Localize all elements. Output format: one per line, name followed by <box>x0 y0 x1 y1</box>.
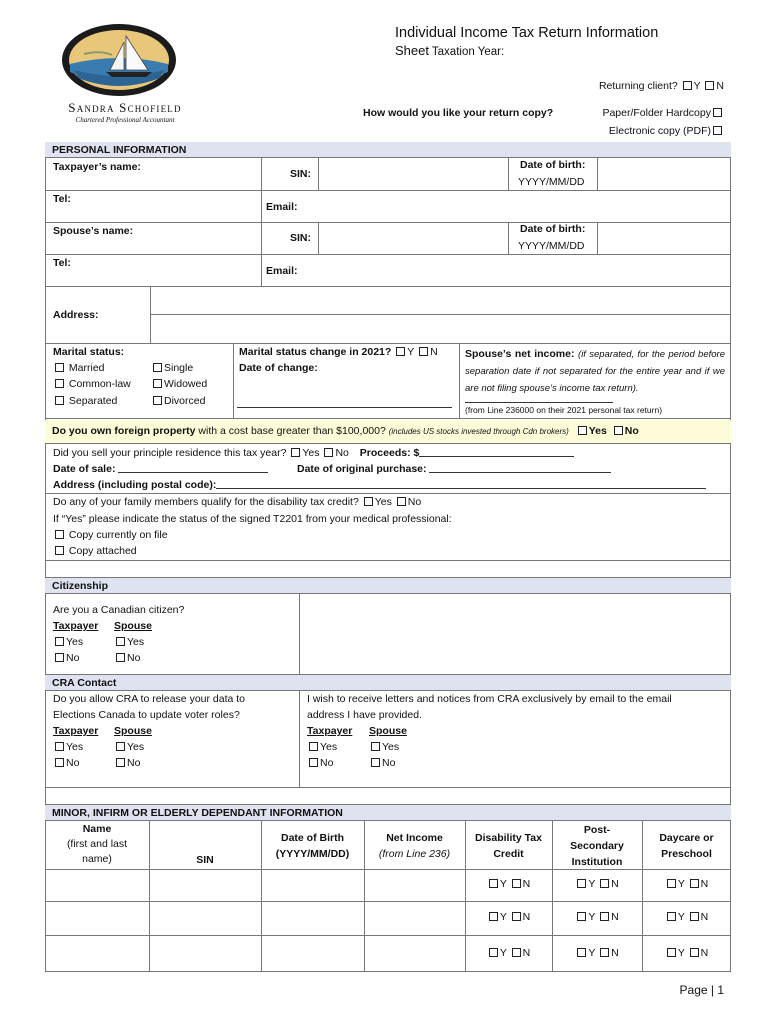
no-label: No <box>66 652 80 664</box>
copy-attached-option[interactable] <box>53 545 137 557</box>
taxpayer-tel-label: Tel: <box>53 193 71 205</box>
col-daycare-title: Daycare or <box>659 832 714 844</box>
n-label: N <box>611 878 619 890</box>
email-spouse-no[interactable] <box>369 757 395 769</box>
citizenship-taxpayer-heading: Taxpayer <box>53 620 99 632</box>
yes-label: Y <box>693 80 701 92</box>
single-option[interactable] <box>151 362 193 374</box>
address-line-1-field[interactable] <box>153 288 728 312</box>
voter-spouse-no-checkbox[interactable] <box>116 758 125 767</box>
date-of-sale-field[interactable] <box>118 463 268 473</box>
page-title-sheet: Sheet <box>395 43 429 58</box>
citizen-spouse-yes-checkbox[interactable] <box>116 637 125 646</box>
n-label: N <box>522 911 531 923</box>
foreign-no-checkbox[interactable] <box>614 426 623 435</box>
foreign-yes-checkbox[interactable] <box>578 426 587 435</box>
date-of-sale-row <box>53 463 268 475</box>
citizenship-question: Are you a Canadian citizen? <box>53 604 185 616</box>
dep1-daycare-n-checkbox[interactable] <box>690 879 699 888</box>
dep2-daycare-y-checkbox[interactable] <box>667 912 676 921</box>
cra-voter-spouse-heading: Spouse <box>114 725 152 737</box>
foreign-property-label: Do you own foreign property <box>52 425 196 437</box>
cra-email-spouse-heading: Spouse <box>369 725 407 737</box>
col-name-header <box>45 822 149 867</box>
proceeds-field[interactable] <box>419 447 574 457</box>
table-row <box>465 947 552 959</box>
date-of-change-label: Date of change: <box>239 362 318 374</box>
copy-on-file-label: Copy currently on file <box>68 529 168 541</box>
disability-question: Do any of your family members qualify for the disability tax credit? <box>53 496 359 508</box>
dep1-post-y-checkbox[interactable] <box>577 879 586 888</box>
dep1-dtc-n-checkbox[interactable] <box>512 879 521 888</box>
sell-residence-row <box>53 447 574 459</box>
dep3-dtc-y-checkbox[interactable] <box>489 948 498 957</box>
no-label: No <box>127 652 141 664</box>
no-label: No <box>382 757 396 769</box>
foreign-no-label: No <box>624 425 639 437</box>
disability-row <box>53 496 421 508</box>
col-dtc-sub: Credit <box>493 848 524 860</box>
voter-spouse-yes-checkbox[interactable] <box>116 742 125 751</box>
col-daycare-sub: Preschool <box>661 848 712 860</box>
email-taxpayer-yes[interactable] <box>307 741 337 753</box>
table-row <box>642 911 731 923</box>
col-income-header <box>364 830 465 862</box>
electronic-copy-checkbox[interactable] <box>713 126 722 135</box>
yes-label: Yes <box>320 741 338 753</box>
citizen-taxpayer-yes-checkbox[interactable] <box>55 637 64 646</box>
email-spouse-no-checkbox[interactable] <box>371 758 380 767</box>
voter-taxpayer-no-checkbox[interactable] <box>55 758 64 767</box>
sell-no-checkbox[interactable] <box>324 448 333 457</box>
line-236-note: (from Line 236000 on their 2021 personal tax return) <box>465 405 663 415</box>
spouse-email-field[interactable] <box>305 257 725 283</box>
dep1-post-n-checkbox[interactable] <box>600 879 609 888</box>
email-spouse-yes-checkbox[interactable] <box>371 742 380 751</box>
dep2-daycare-n-checkbox[interactable] <box>690 912 699 921</box>
y-label: Y <box>677 911 685 923</box>
personal-section-header: PERSONAL INFORMATION <box>45 142 731 158</box>
col-daycare-header <box>642 830 731 862</box>
dep1-dtc-y-checkbox[interactable] <box>489 879 498 888</box>
no-label: N <box>716 80 724 92</box>
spouse-sin-label: SIN: <box>290 232 311 244</box>
no-label: No <box>127 757 141 769</box>
date-of-sale-label: Date of sale: <box>53 463 116 475</box>
col-dob-title: Date of Birth <box>281 832 344 844</box>
sell-yes-checkbox[interactable] <box>291 448 300 457</box>
foreign-property-row <box>45 420 731 444</box>
citizen-spouse-yes[interactable] <box>114 636 144 648</box>
n-label: N <box>522 878 531 890</box>
n-label: N <box>611 947 619 959</box>
copy-attached-label: Copy attached <box>68 545 137 557</box>
citizen-taxpayer-no-checkbox[interactable] <box>55 653 64 662</box>
table-row <box>642 878 731 890</box>
taxpayer-dob-format: YYYY/MM/DD <box>518 176 585 188</box>
marital-change-yes-checkbox[interactable] <box>396 347 405 356</box>
col-dob-sub: (YYYY/MM/DD) <box>275 848 350 860</box>
page-title: Individual Income Tax Return Information <box>395 25 659 41</box>
no-label: No <box>335 447 349 459</box>
taxpayer-sin-label: SIN: <box>290 168 311 180</box>
dependants-section-header: MINOR, INFIRM OR ELDERLY DEPENDANT INFORMATION <box>45 804 731 821</box>
spouse-tel-label: Tel: <box>53 257 71 269</box>
col-name-title: Name <box>82 823 112 835</box>
widowed-checkbox[interactable] <box>153 379 162 388</box>
col-income-title: Net Income <box>386 832 443 844</box>
citizen-taxpayer-no[interactable] <box>53 652 79 664</box>
dep3-daycare-y-checkbox[interactable] <box>667 948 676 957</box>
cra-email-q2: address I have provided. <box>307 709 422 721</box>
n-label: N <box>522 947 531 959</box>
married-option[interactable] <box>53 362 105 374</box>
n-label: N <box>611 911 619 923</box>
spouse-dob-label: Date of birth: <box>520 223 586 235</box>
paper-copy-row <box>602 107 724 119</box>
citizenship-section-header: Citizenship <box>45 577 731 594</box>
marital-change-no-checkbox[interactable] <box>419 347 428 356</box>
divorced-option[interactable] <box>151 395 205 407</box>
col-dob-header <box>261 830 364 862</box>
dep3-post-n-checkbox[interactable] <box>600 948 609 957</box>
yes-label: Yes <box>66 636 84 648</box>
cra-voter-q1: Do you allow CRA to release your data to <box>53 693 246 705</box>
return-copy-question: How would you like your return copy? <box>363 107 554 119</box>
cra-email-taxpayer-heading: Taxpayer <box>307 725 353 737</box>
y-label: Y <box>499 947 507 959</box>
col-income-sub: (from Line 236) <box>378 848 451 860</box>
table-row <box>552 878 642 890</box>
widowed-option[interactable] <box>151 378 207 390</box>
divorced-label: Divorced <box>164 395 206 407</box>
col-post-title-2: Secondary <box>570 840 624 852</box>
common-law-checkbox[interactable] <box>55 379 64 388</box>
n-label: N <box>700 947 709 959</box>
email-taxpayer-no[interactable] <box>307 757 333 769</box>
dep1-daycare-y-checkbox[interactable] <box>667 879 676 888</box>
date-original-label: Date of original purchase: <box>297 463 427 475</box>
paper-copy-checkbox[interactable] <box>713 108 722 117</box>
separated-option[interactable] <box>53 395 117 407</box>
date-original-field[interactable] <box>429 463 611 473</box>
no-label: No <box>66 757 80 769</box>
yes-label: Yes <box>127 636 145 648</box>
y-label: Y <box>499 911 507 923</box>
logo-subtitle: Chartered Professional Accountant <box>75 116 175 124</box>
taxpayer-sin-field[interactable] <box>320 160 505 188</box>
taxpayer-email-label: Email: <box>266 201 298 213</box>
returning-no-checkbox[interactable] <box>705 81 714 90</box>
separated-checkbox[interactable] <box>55 396 64 405</box>
dep2-dtc-y-checkbox[interactable] <box>489 912 498 921</box>
spouse-net-income-block <box>465 346 725 397</box>
electronic-copy-row <box>609 125 724 137</box>
single-checkbox[interactable] <box>153 363 162 372</box>
col-dtc-title: Disability Tax <box>475 832 542 844</box>
table-row <box>552 911 642 923</box>
marital-change-label: Marital status change in 2021? <box>239 346 392 358</box>
dep2-post-y-checkbox[interactable] <box>577 912 586 921</box>
y-label: Y <box>588 947 596 959</box>
disability-no-checkbox[interactable] <box>397 497 406 506</box>
electronic-copy-label: Electronic copy (PDF) <box>608 125 711 137</box>
logo-name: Sandra Schofield <box>68 100 182 115</box>
proceeds-label: Proceeds: $ <box>359 447 420 459</box>
cra-email-q1: I wish to receive letters and notices from CRA exclusively by email to the email <box>307 693 672 705</box>
dep2-post-n-checkbox[interactable] <box>600 912 609 921</box>
table-row <box>465 911 552 923</box>
taxpayer-name-field[interactable] <box>62 174 252 188</box>
dep3-daycare-n-checkbox[interactable] <box>690 948 699 957</box>
n-label: N <box>700 878 709 890</box>
email-taxpayer-yes-checkbox[interactable] <box>309 742 318 751</box>
foreign-property-rest: with a cost base greater than $100,000? <box>198 425 386 437</box>
common-law-option[interactable] <box>53 378 131 390</box>
col-post-title-1: Post- <box>583 824 611 836</box>
no-label: N <box>430 346 438 358</box>
col-name-sub2: name) <box>82 853 112 865</box>
citizen-taxpayer-yes[interactable] <box>53 636 83 648</box>
taxpayer-email-field[interactable] <box>305 193 725 219</box>
spouse-tel-field[interactable] <box>72 257 257 283</box>
col-sin-header: SIN <box>196 854 214 866</box>
y-label: Y <box>588 878 596 890</box>
yes-label: Yes <box>302 447 320 459</box>
n-label: N <box>700 911 709 923</box>
widowed-label: Widowed <box>164 378 208 390</box>
page-number: Page | 1 <box>679 983 724 997</box>
y-label: Y <box>499 878 507 890</box>
table-row <box>465 878 552 890</box>
returning-client-label: Returning client? <box>598 80 678 92</box>
sell-residence-label: Did you sell your principle residence this tax year? <box>53 447 287 459</box>
email-spouse-yes[interactable] <box>369 741 399 753</box>
table-row <box>552 947 642 959</box>
t2201-question: If “Yes” please indicate the status of the signed T2201 from your medical professional: <box>53 513 452 525</box>
taxpayer-name-label: Taxpayer’s name: <box>53 161 141 173</box>
col-post-title-3: Institution <box>571 856 623 868</box>
address-postal-field[interactable] <box>216 479 706 489</box>
taxpayer-tel-field[interactable] <box>72 193 257 219</box>
yes-label: Yes <box>374 496 392 508</box>
single-label: Single <box>164 362 194 374</box>
foreign-yes-label: Yes <box>588 425 607 437</box>
voter-taxpayer-no[interactable] <box>53 757 79 769</box>
copy-on-file-option[interactable] <box>53 529 168 541</box>
dep3-post-y-checkbox[interactable] <box>577 948 586 957</box>
separated-label: Separated <box>68 395 118 407</box>
citizen-spouse-no-checkbox[interactable] <box>116 653 125 662</box>
spouse-dob-format: YYYY/MM/DD <box>518 240 585 252</box>
copy-attached-checkbox[interactable] <box>55 546 64 555</box>
marital-status-label: Marital status: <box>53 346 125 358</box>
taxation-year-label: Taxation Year: <box>431 46 505 58</box>
address-postal-label: Address (including postal code): <box>53 479 217 491</box>
copy-on-file-checkbox[interactable] <box>55 530 64 539</box>
returning-yes-checkbox[interactable] <box>683 81 692 90</box>
spouse-net-income-note: (if separated, for the period before separation date if not separated for the entire year and if we are not filing spouse’s income tax return). <box>465 349 725 394</box>
col-post-header <box>552 822 642 870</box>
col-dtc-header <box>465 830 552 862</box>
spouse-net-income-field[interactable] <box>465 402 613 403</box>
date-original-row <box>297 463 611 475</box>
no-label: No <box>320 757 334 769</box>
col-name-sub1: (first and last <box>66 838 128 850</box>
y-label: Y <box>588 911 596 923</box>
date-of-change-field[interactable] <box>237 407 452 408</box>
taxpayer-dob-label: Date of birth: <box>520 159 586 171</box>
cra-voter-taxpayer-heading: Taxpayer <box>53 725 99 737</box>
divorced-checkbox[interactable] <box>153 396 162 405</box>
spouse-sin-field[interactable] <box>320 224 505 252</box>
marital-change-row <box>239 346 438 358</box>
address-label: Address: <box>53 309 99 321</box>
voter-taxpayer-yes[interactable] <box>53 741 83 753</box>
paper-copy-label: Paper/Folder Hardcopy <box>602 107 711 119</box>
no-label: No <box>407 496 422 508</box>
disability-yes-checkbox[interactable] <box>364 497 373 506</box>
voter-spouse-yes[interactable] <box>114 741 144 753</box>
yes-label: Yes <box>382 741 400 753</box>
citizenship-spouse-heading: Spouse <box>114 620 152 632</box>
yes-label: Y <box>407 346 415 358</box>
spouse-email-label: Email: <box>266 265 298 277</box>
common-law-label: Common-law <box>68 378 131 390</box>
married-label: Married <box>68 362 105 374</box>
citizen-spouse-no[interactable] <box>114 652 140 664</box>
cra-section-header: CRA Contact <box>45 674 731 691</box>
address-line-2-field[interactable] <box>153 316 728 341</box>
voter-taxpayer-yes-checkbox[interactable] <box>55 742 64 751</box>
logo <box>60 22 178 98</box>
foreign-property-note: (includes US stocks invested through Cdn brokers) <box>388 427 569 436</box>
dep2-dtc-n-checkbox[interactable] <box>512 912 521 921</box>
y-label: Y <box>677 947 685 959</box>
spouse-net-income-label: Spouse’s net income: <box>465 348 575 360</box>
spouse-name-field[interactable] <box>62 238 252 252</box>
spouse-name-label: Spouse’s name: <box>53 225 134 237</box>
dep3-dtc-n-checkbox[interactable] <box>512 948 521 957</box>
yes-label: Yes <box>66 741 84 753</box>
taxpayer-dob-field[interactable] <box>600 160 728 188</box>
voter-spouse-no[interactable] <box>114 757 140 769</box>
address-postal-row <box>53 479 706 491</box>
returning-client-row <box>599 80 724 92</box>
married-checkbox[interactable] <box>55 363 64 372</box>
y-label: Y <box>677 878 685 890</box>
email-taxpayer-no-checkbox[interactable] <box>309 758 318 767</box>
cra-voter-q2: Elections Canada to update voter roles? <box>53 709 240 721</box>
spouse-dob-field[interactable] <box>600 224 728 252</box>
table-row <box>642 947 731 959</box>
yes-label: Yes <box>127 741 145 753</box>
